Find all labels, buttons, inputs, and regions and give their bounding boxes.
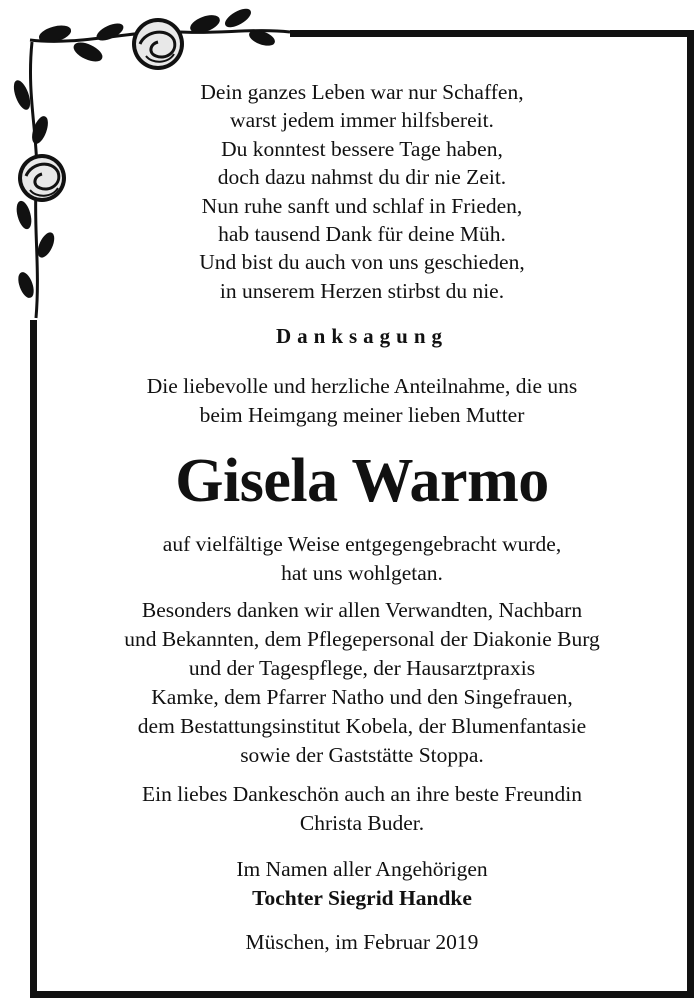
- after-name-line: hat uns wohlgetan.: [281, 560, 443, 585]
- friend-line: Ein liebes Dankeschön auch an ihre beste Freundin: [141, 782, 582, 806]
- thanks-line: und der Tagespflege, der Hausarztpraxis: [188, 656, 536, 680]
- poem-line: doch dazu nahmst du dir nie Zeit.: [217, 165, 507, 190]
- after-name-text: [40, 530, 684, 587]
- poem-line: hab tausend Dank für deine Müh.: [218, 222, 506, 247]
- thanks-line: und Bekannten, dem Pflegepersonal der Diakonie Burg: [124, 627, 600, 651]
- deceased-name: Gisela Warmo: [175, 447, 549, 515]
- thanks-line: Kamke, dem Pfarrer Natho und den Singefrauen,: [151, 685, 573, 709]
- place-date: Müschen, im Februar 2019: [245, 930, 479, 954]
- family-signature: [40, 855, 684, 913]
- intro-line: beim Heimgang meiner lieben Mutter: [199, 402, 525, 427]
- frame-border-right: [687, 30, 694, 998]
- friend-line: Christa Buder.: [299, 811, 425, 835]
- family-intro: Im Namen aller Angehörigen: [236, 857, 488, 881]
- thanks-line: Besonders danken wir allen Verwandten, Nachbarn: [141, 598, 583, 622]
- after-name-line: auf vielfältige Weise entgegengebracht wurde,: [162, 532, 562, 556]
- poem-line: Nun ruhe sanft und schlaf in Frieden,: [201, 193, 523, 218]
- poem-line: Du konntest bessere Tage haben,: [221, 136, 503, 161]
- friend-thanks: [40, 780, 684, 838]
- frame-border-left: [30, 320, 37, 998]
- poem-line: in unserem Herzen stirbst du nie.: [219, 278, 505, 303]
- intro-line: Die liebevolle und herzliche Anteilnahme, die uns: [146, 374, 578, 398]
- poem-line: Und bist du auch von uns geschieden,: [199, 250, 525, 275]
- danksagung-heading: Danksagung: [275, 324, 449, 348]
- thanks-paragraph: [40, 596, 684, 770]
- frame-border-top: [290, 30, 694, 37]
- poem-line: warst jedem immer hilfsbereit.: [230, 108, 494, 133]
- family-signer: Tochter Siegrid Handke: [252, 886, 472, 910]
- frame-border-bottom: [30, 991, 694, 998]
- intro-text: [40, 372, 684, 429]
- thanks-line: dem Bestattungsinstitut Kobela, der Blumenfantasie: [137, 714, 587, 738]
- poem-line: Dein ganzes Leben war nur Schaffen,: [200, 80, 524, 104]
- thanks-line: sowie der Gaststätte Stoppa.: [240, 743, 484, 767]
- memorial-poem: [40, 78, 684, 305]
